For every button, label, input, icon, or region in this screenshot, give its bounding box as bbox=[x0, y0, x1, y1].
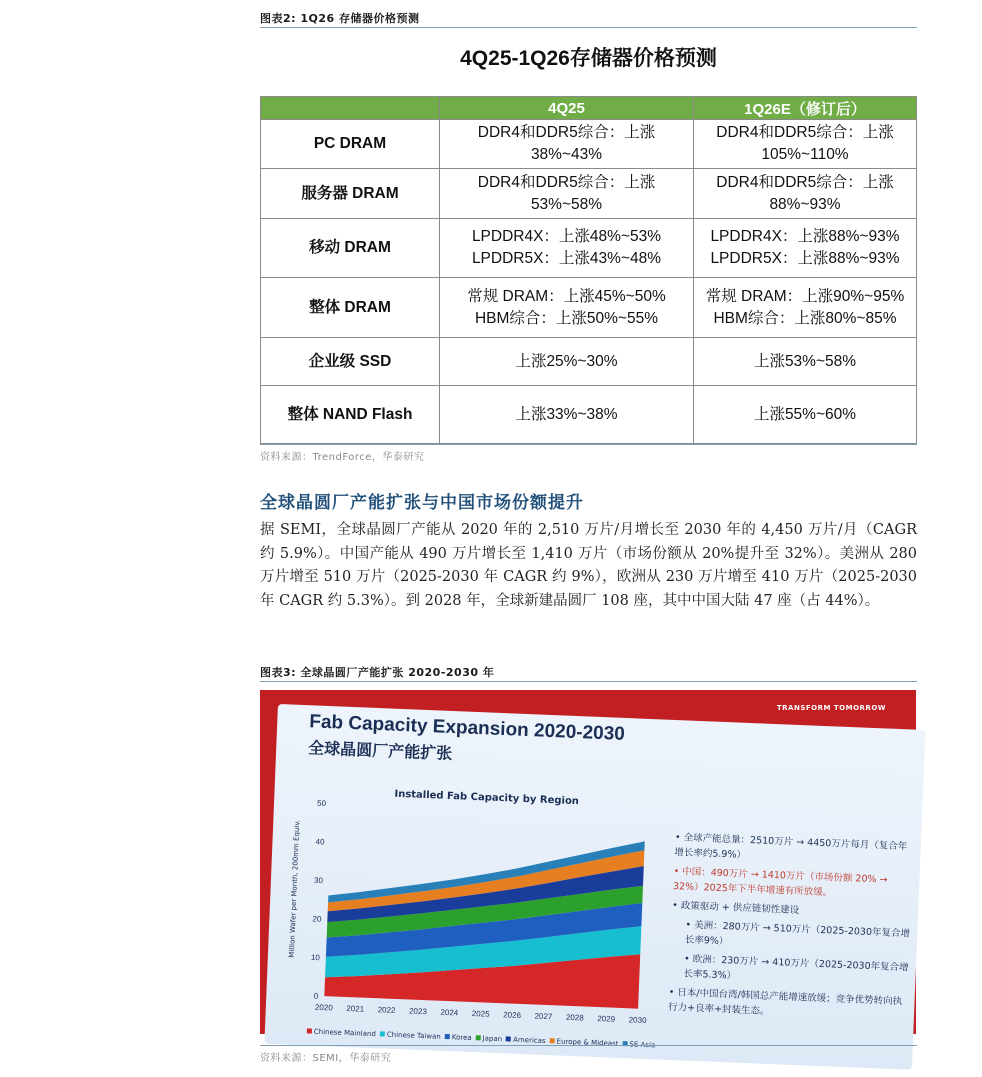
cell-line: 105%~110% bbox=[761, 146, 849, 163]
cell-1q26e bbox=[694, 120, 917, 169]
x-tick-label: 2029 bbox=[597, 1014, 616, 1024]
cell-line: DDR4和DDR5综合：上涨 bbox=[716, 124, 894, 141]
table-title: 4Q25-1Q26存储器价格预测 bbox=[460, 47, 717, 70]
bullet-dot-icon: • bbox=[685, 919, 695, 931]
x-tick-label: 2025 bbox=[471, 1009, 490, 1019]
cell-4q25 bbox=[440, 278, 694, 338]
event-banner: TRANSFORM TOMORROW bbox=[776, 704, 886, 712]
bullet-text: 政策驱动 + 供应链韧性建设 bbox=[680, 900, 800, 917]
cell-line: 常规 DRAM：上涨45%~50% bbox=[467, 287, 666, 305]
table-row bbox=[261, 386, 917, 444]
cell-1q26e bbox=[694, 386, 917, 444]
cell-line: 上涨53%~58% bbox=[753, 352, 857, 370]
legend-swatch bbox=[476, 1035, 481, 1040]
body-paragraph: 据 SEMI，全球晶圆厂产能从 2020 年的 2,510 万片/月增长至 2030 年的 4,450 万片/月（CAGR 约 5.9%）。中国产能从 490 万片增长至 1,410 万片（市场份额从 20%提升至 32%）。美洲从 280 万片增至 510 万片（2025-2030 年 CAGR 约 9%），欧洲从 230 万片增至 410 万片（2025-2030 年 CAGR 约 5.3%）。到 2028 年，全球新建晶圆厂 108 座，其中中国大陆 47 座（占 44%）。 bbox=[260, 522, 917, 609]
x-tick-label: 2030 bbox=[628, 1015, 647, 1026]
cell-line: 53%~58% bbox=[530, 195, 603, 213]
cell-line: HBM综合：上涨80%~85% bbox=[713, 309, 897, 327]
cell-line: LPDDR4X：上涨48%~53% bbox=[471, 228, 662, 245]
x-tick-label: 2028 bbox=[565, 1012, 584, 1023]
x-tick-label: 2021 bbox=[346, 1003, 365, 1014]
table-row bbox=[261, 338, 917, 386]
table-row bbox=[261, 219, 917, 278]
divider bbox=[260, 1045, 917, 1046]
x-tick-label: 2024 bbox=[440, 1007, 459, 1018]
chart-title: Installed Fab Capacity by Region bbox=[394, 788, 580, 808]
cell-1q26e bbox=[694, 169, 917, 219]
legend-swatch bbox=[445, 1034, 450, 1039]
source-note: 资料来源：SEMI，华泰研究 bbox=[260, 1053, 392, 1064]
slide-bullets bbox=[668, 830, 915, 1028]
bullet-dot-icon: • bbox=[683, 953, 693, 965]
legend-label: SE Asia bbox=[629, 1040, 656, 1050]
cell-1q26e bbox=[694, 278, 917, 338]
cell-1q26e bbox=[694, 219, 917, 278]
row-label: 服务器 DRAM bbox=[261, 169, 440, 219]
y-tick-label: 20 bbox=[312, 914, 322, 924]
legend-swatch bbox=[550, 1038, 555, 1043]
row-label: 企业级 SSD bbox=[261, 338, 440, 386]
table-row bbox=[261, 278, 917, 338]
price-forecast-table bbox=[260, 96, 917, 444]
slide-bullet bbox=[674, 830, 915, 870]
cell-4q25 bbox=[440, 169, 694, 219]
bullet-dot-icon: • bbox=[672, 899, 682, 912]
cell-line: DDR4和DDR5综合：上涨 bbox=[477, 124, 656, 141]
table-header-4q25: 4Q25 bbox=[440, 97, 694, 120]
divider bbox=[260, 681, 917, 682]
row-label: PC DRAM bbox=[261, 120, 440, 169]
slide-subtitle: 全球晶圆厂产能扩张 bbox=[307, 738, 453, 764]
legend-label: Japan bbox=[482, 1034, 503, 1044]
slide-bullet bbox=[671, 917, 912, 957]
y-tick-label: 0 bbox=[313, 991, 319, 1001]
y-tick-label: 40 bbox=[315, 837, 325, 847]
cell-4q25 bbox=[440, 338, 694, 386]
cell-4q25 bbox=[440, 120, 694, 169]
cell-line: LPDDR5X：上涨43%~48% bbox=[471, 250, 662, 267]
source-note: 资料来源：TrendForce，华泰研究 bbox=[260, 452, 425, 463]
figure3-caption: 图表3: 全球晶圆厂产能扩张 2020-2030 年 bbox=[260, 666, 495, 679]
bullet-dot-icon: • bbox=[673, 866, 683, 878]
cell-1q26e bbox=[694, 338, 917, 386]
figure2-caption: 图表2: 1Q26 存储器价格预测 bbox=[260, 12, 420, 25]
cell-line: DDR4和DDR5综合：上涨88%~93% bbox=[716, 173, 894, 213]
y-tick-label: 50 bbox=[316, 798, 327, 809]
table-header-corner bbox=[261, 97, 440, 120]
cell-line: DDR4和DDR5综合：上涨 bbox=[477, 173, 656, 191]
row-label: 移动 DRAM bbox=[261, 219, 440, 278]
bullet-dot-icon: • bbox=[668, 986, 678, 999]
y-tick-label: 30 bbox=[313, 875, 324, 886]
cell-4q25 bbox=[440, 219, 694, 278]
legend-swatch bbox=[307, 1028, 312, 1033]
presentation-slide bbox=[264, 704, 925, 1070]
table-row bbox=[261, 120, 917, 169]
y-tick-label: 10 bbox=[310, 952, 321, 963]
legend-label: Americas bbox=[512, 1035, 546, 1046]
x-tick-label: 2023 bbox=[408, 1006, 428, 1017]
slide-photo bbox=[260, 690, 916, 1050]
cell-line: 上涨25%~30% bbox=[515, 352, 618, 370]
bullet-text: 美洲：280万片 → 510万片（2025-2030年复合增长率9%） bbox=[684, 919, 911, 948]
divider bbox=[260, 27, 917, 28]
x-tick-label: 2020 bbox=[314, 1002, 333, 1013]
chart-y-axis-label: Million Wafer per Month, 200mm Equiv. bbox=[287, 819, 302, 958]
legend-label: Europe & Mideast bbox=[556, 1037, 619, 1048]
table-header-1q26e: 1Q26E（修订后） bbox=[694, 97, 917, 120]
cell-line: HBM综合：上涨50%~55% bbox=[474, 309, 659, 327]
slide-bullet bbox=[673, 864, 914, 904]
legend-swatch bbox=[380, 1031, 385, 1036]
cell-4q25 bbox=[440, 386, 694, 444]
legend-label: Chinese Taiwan bbox=[386, 1030, 441, 1041]
bullet-text: 欧洲：230万片 → 410万片（2025-2030年复合增长率5.3%） bbox=[683, 953, 909, 982]
bullet-dot-icon: • bbox=[674, 832, 684, 844]
cell-line: LPDDR4X：上涨88%~93% bbox=[710, 228, 900, 245]
x-tick-label: 2027 bbox=[534, 1011, 553, 1022]
section-heading: 全球晶圆厂产能扩张与中国市场份额提升 bbox=[260, 493, 584, 513]
slide-bullet bbox=[668, 985, 909, 1025]
cell-line: LPDDR5X：上涨88%~93% bbox=[710, 250, 900, 267]
legend-swatch bbox=[506, 1036, 511, 1041]
bullet-text: 全球产能总量：2510万片 → 4450万片每月（复合年增长率约5.9%） bbox=[674, 832, 908, 861]
legend-label: Korea bbox=[451, 1033, 472, 1043]
row-label: 整体 DRAM bbox=[261, 278, 440, 338]
cell-line: 38%~43% bbox=[530, 146, 603, 163]
bullet-text: 中国：490万片 → 1410万片（市场份额 20% → 32%）2025年下半年增速有所放缓。 bbox=[672, 866, 888, 899]
row-label: 整体 NAND Flash bbox=[261, 386, 440, 444]
x-tick-label: 2022 bbox=[377, 1005, 396, 1015]
legend-label: Chinese Mainland bbox=[313, 1027, 377, 1039]
cell-line: 常规 DRAM：上涨90%~95% bbox=[705, 287, 905, 305]
slide-title: Fab Capacity Expansion 2020-2030 bbox=[308, 711, 626, 745]
bullet-text: 日本/中国台湾/韩国总产能增速放缓；竞争优势转向执行力+良率+封装生态。 bbox=[667, 987, 903, 1017]
cell-line: 上涨33%~38% bbox=[515, 405, 618, 423]
cell-line: 上涨55%~60% bbox=[753, 405, 857, 423]
x-tick-label: 2026 bbox=[503, 1010, 522, 1020]
divider bbox=[260, 444, 917, 445]
table-row bbox=[261, 169, 917, 219]
slide-bullet bbox=[669, 951, 910, 991]
area-chart bbox=[264, 704, 677, 1060]
